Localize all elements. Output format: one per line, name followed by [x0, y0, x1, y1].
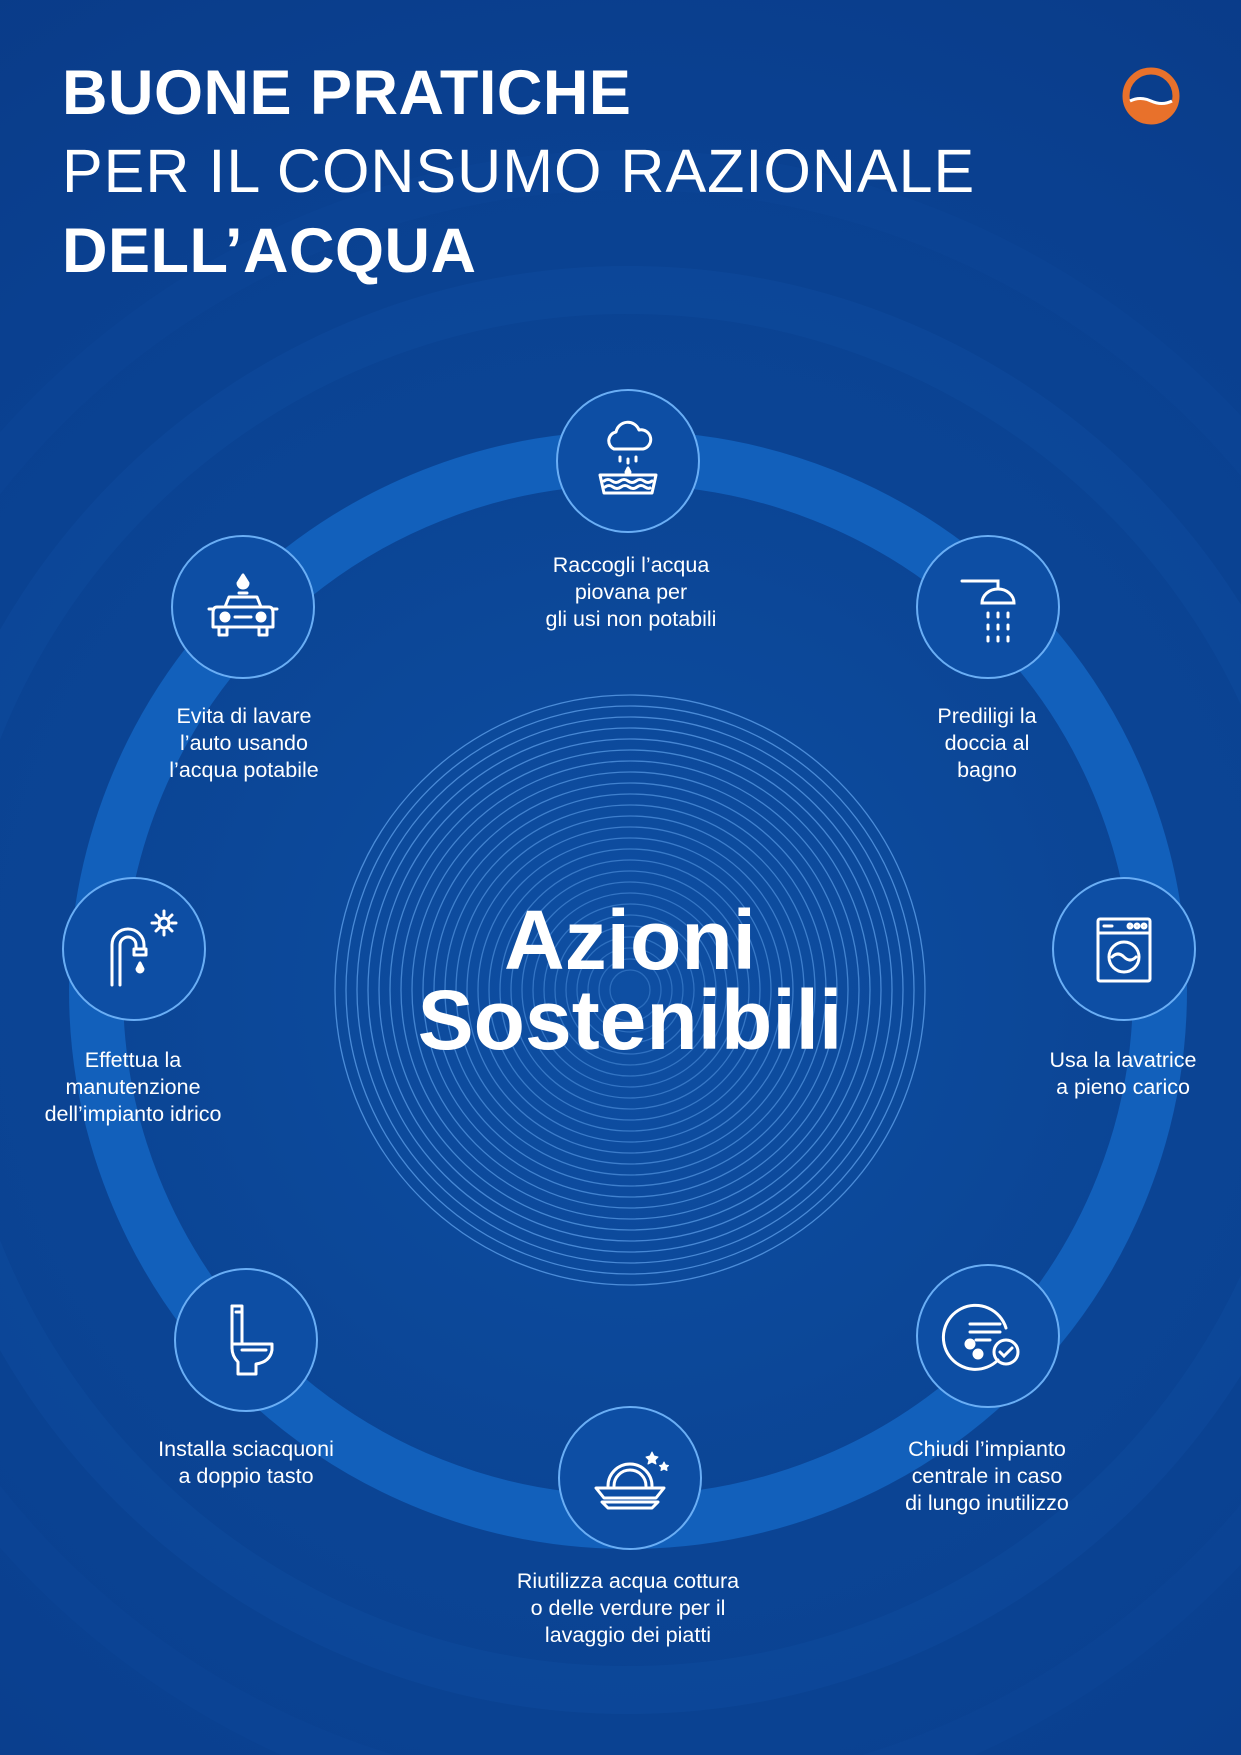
action-node-dishes: [558, 1406, 702, 1550]
toilet-icon: [198, 1292, 294, 1388]
washing-machine-icon: [1076, 901, 1172, 997]
center-heading: [330, 893, 930, 1067]
dishes-icon: [582, 1430, 678, 1526]
valve-check-icon: [940, 1288, 1036, 1384]
action-label-car-wash: Evita di lavare l’auto usando l’acqua potabile: [169, 704, 319, 782]
action-node-toilet: [174, 1268, 318, 1412]
faucet-gear-icon: [86, 901, 182, 997]
page-title: [62, 58, 976, 286]
title-line-1: BUONE PRATICHE: [62, 58, 632, 128]
rain-collection-icon: [580, 413, 676, 509]
center-heading-line-1: Azioni: [504, 893, 756, 987]
action-label-rain-collection: Raccogli l’acqua piovana per gli usi non potabili: [545, 553, 717, 631]
car-wash-icon: [195, 559, 291, 655]
action-label-shower: Prediligi la doccia al bagno: [937, 704, 1037, 782]
action-node-rain-collection: [556, 389, 700, 533]
action-node-car-wash: [171, 535, 315, 679]
action-node-close-system: [916, 1264, 1060, 1408]
action-label-washing-machine: Usa la lavatrice a pieno carico: [1049, 1048, 1197, 1099]
action-label-toilet: Installa sciacquoni a doppio tasto: [158, 1437, 334, 1488]
action-node-washing-machine: [1052, 877, 1196, 1021]
center-heading-line-2: Sostenibili: [417, 973, 843, 1067]
title-line-2: PER IL CONSUMO RAZIONALE: [62, 137, 976, 205]
action-label-close-system: Chiudi l’impianto centrale in caso di lungo inutilizzo: [905, 1437, 1069, 1515]
action-label-faucet-maintenance: Effettua la manutenzione dell’impianto idrico: [44, 1048, 222, 1126]
action-label-dishes: Riutilizza acqua cottura o delle verdure per il lavaggio dei piatti: [516, 1569, 740, 1647]
shower-icon: [940, 559, 1036, 655]
action-node-shower: [916, 535, 1060, 679]
title-line-3: DELL’ACQUA: [62, 216, 477, 286]
water-drop-logo-icon: [1120, 65, 1182, 127]
action-node-faucet-maintenance: [62, 877, 206, 1021]
